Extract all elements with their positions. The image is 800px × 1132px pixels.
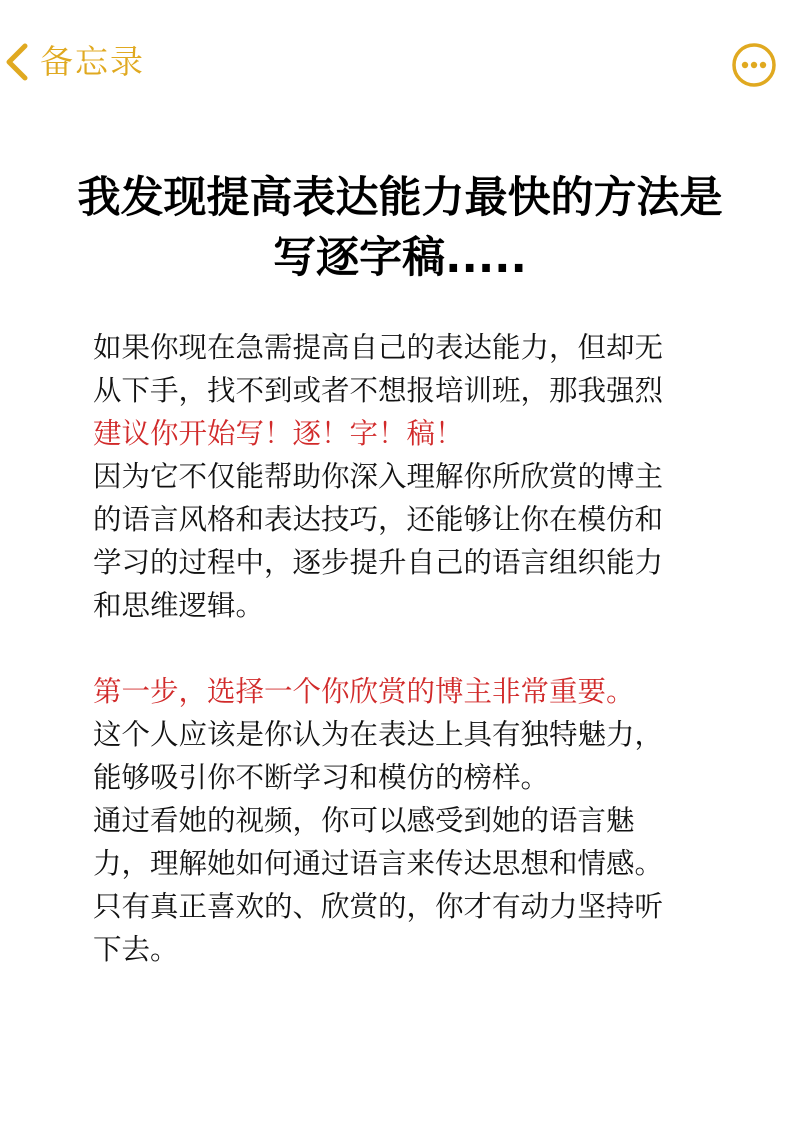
- nav-bar: [0, 0, 800, 124]
- text-line: 的语言风格和表达技巧，还能够让你在模仿和: [93, 503, 664, 536]
- paragraph-reason: [93, 455, 733, 627]
- back-button[interactable]: [4, 40, 145, 84]
- highlight-text-line: 建议你开始写！逐！字！稿！: [93, 417, 464, 450]
- text-line: 学习的过程中，逐步提升自己的语言组织能力: [93, 546, 664, 579]
- text-line: 从下手，找不到或者不想报培训班，那我强烈: [93, 374, 664, 407]
- blank-line: [93, 627, 733, 670]
- back-label: 备忘录: [40, 42, 145, 81]
- chevron-left-icon: [4, 42, 30, 82]
- text-line: 只有真正喜欢的、欣赏的，你才有动力坚持听: [93, 890, 664, 923]
- note-body[interactable]: [93, 326, 733, 971]
- step1-heading: [93, 670, 733, 713]
- text-line: 力，理解她如何通过语言来传达思想和情感。: [93, 847, 664, 880]
- text-line: 这个人应该是你认为在表达上具有独特魅力，: [93, 718, 664, 751]
- paragraph-intro: [93, 326, 733, 455]
- paragraph-video: [93, 799, 733, 971]
- text-line: 通过看她的视频，你可以感受到她的语言魅: [93, 804, 635, 837]
- note-title: [30, 168, 770, 288]
- more-options-icon: [731, 42, 777, 88]
- text-line: 下去。: [93, 933, 179, 966]
- highlight-text-line: 第一步，选择一个你欣赏的博主非常重要。: [93, 675, 635, 708]
- text-line: 如果你现在急需提高自己的表达能力，但却无: [93, 331, 664, 364]
- more-options-button[interactable]: [731, 42, 777, 88]
- text-line: 能够吸引你不断学习和模仿的榜样。: [93, 761, 550, 794]
- paragraph-role-model: [93, 713, 733, 799]
- note-title-line: 写逐字稿.....: [273, 233, 527, 283]
- text-line: 和思维逻辑。: [93, 589, 265, 622]
- text-line: 因为它不仅能帮助你深入理解你所欣赏的博主: [93, 460, 664, 493]
- note-title-line: 我发现提高表达能力最快的方法是: [77, 173, 723, 223]
